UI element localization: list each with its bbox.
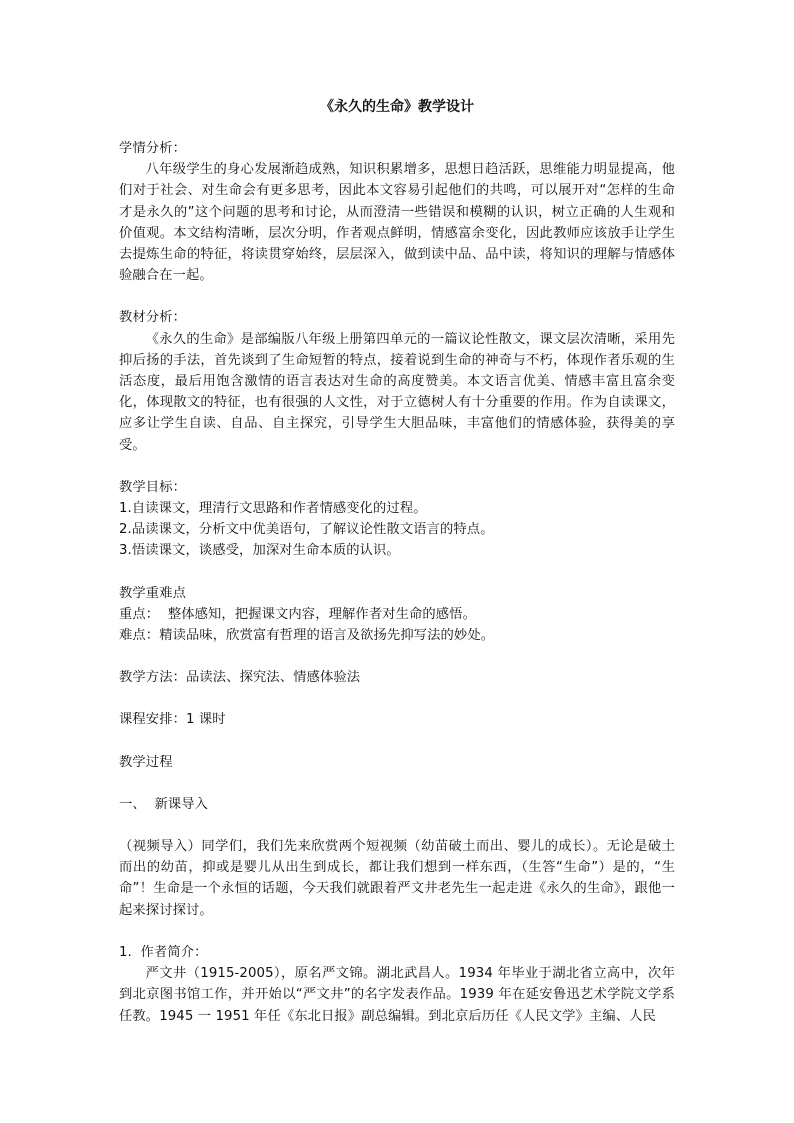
nandian-line: 难点：精读品味，欣赏富有哲理的语言及欲扬先抑写法的妙处。	[119, 628, 495, 644]
xueqing-paragraph: 八年级学生的身心发展渐趋成熟，知识积累增多，思想日趋活跃，思维能力明显提高，他们对于社会、对生命会有更多思考，因此本文容易引起他们的共鸣，可以展开对“怎样的生命才是永久的”这个问题的思考和讨论，从而澄清一些错误和模糊的认识，树立正确的人生观和价值观。本文结构清晰，层次分明，作者观点鲜明，情感富余变化，因此教师应该放手让学生去提炼生命的特征，将读贯穿始终，层层深入，做到读中品、品中读，将知识的理解与情感体验融合在一起。	[119, 162, 675, 284]
zhongnandian-heading: 教学重难点	[119, 585, 186, 601]
spacer	[119, 646, 675, 667]
xueqing-heading: 学情分析：	[119, 141, 186, 156]
section1-heading: 一、 新课导入	[119, 796, 209, 812]
spacer	[119, 731, 675, 752]
fangfa-line: 教学方法：品读法、探究法、情感体验法	[119, 670, 361, 686]
spacer	[119, 562, 675, 583]
spacer	[119, 815, 675, 836]
anpai-line: 课程安排：1 课时	[119, 712, 226, 728]
guocheng-heading: 教学过程	[119, 754, 173, 770]
spacer	[119, 921, 675, 942]
jiaocai-heading: 教材分析：	[119, 310, 186, 326]
mubiao-item-1: 1.自读课文，理清行文思路和作者情感变化的过程。	[119, 501, 427, 517]
jiaocai-paragraph: 《永久的生命》是部编版八年级上册第四单元的一篇议论性散文，课文层次清晰，采用先抑后扬的手法，首先谈到了生命短暂的特点，接着说到生命的神奇与不朽，体现作者乐观的生活态度，最后用饱含激情的语言表达对生命的高度赞美。本文语言优美、情感丰富且富余变化，体现散文的特征，也有很强的人文性，对于立德树人有十分重要的作用。作为自读课文，应多让学生自读、自品、自主探究，引导学生大胆品味，丰富他们的情感体验，获得美的享受。	[119, 331, 675, 453]
document-body	[119, 138, 675, 1027]
daoru-paragraph: （视频导入）同学们，我们先来欣赏两个短视频（幼苗破土而出、婴儿的成长）。无论是破土而出的幼苗，抑或是婴儿从出生到成长，都让我们想到一样东西，（生答“生命”）是的，“生命”！生命是一个永恒的话题，今天我们就跟着严文井老先生一起走进《永久的生命》，跟他一起来探讨探讨。	[119, 839, 675, 918]
spacer	[119, 688, 675, 709]
spacer	[119, 773, 675, 794]
spacer	[119, 456, 675, 477]
document-title: 《永久的生命》教学设计	[320, 99, 474, 115]
mubiao-heading: 教学目标：	[119, 479, 186, 495]
zhongdian-line: 重点： 整体感知，把握课文内容，理解作者对生命的感悟。	[119, 606, 476, 622]
zuozhe-paragraph: 严文井（1915-2005），原名严文锦。湖北武昌人。1934 年毕业于湖北省立高中，次年到北京图书馆工作，并开始以“严文井”的名字发表作品。1939 年在延安鲁迅艺术学院文学系任教。1945 一 1951 年任《东北日报》副总编辑。到北京后历任《人民文学》主编、人民	[119, 966, 675, 1024]
mubiao-item-2: 2.品读课文，分析文中优美语句，了解议论性散文语言的特点。	[119, 522, 494, 538]
mubiao-item-3: 3.悟读课文，谈感受，加深对生命本质的认识。	[119, 543, 400, 559]
spacer	[119, 286, 675, 307]
zuozhe-heading: 1. 作者简介：	[119, 944, 208, 960]
